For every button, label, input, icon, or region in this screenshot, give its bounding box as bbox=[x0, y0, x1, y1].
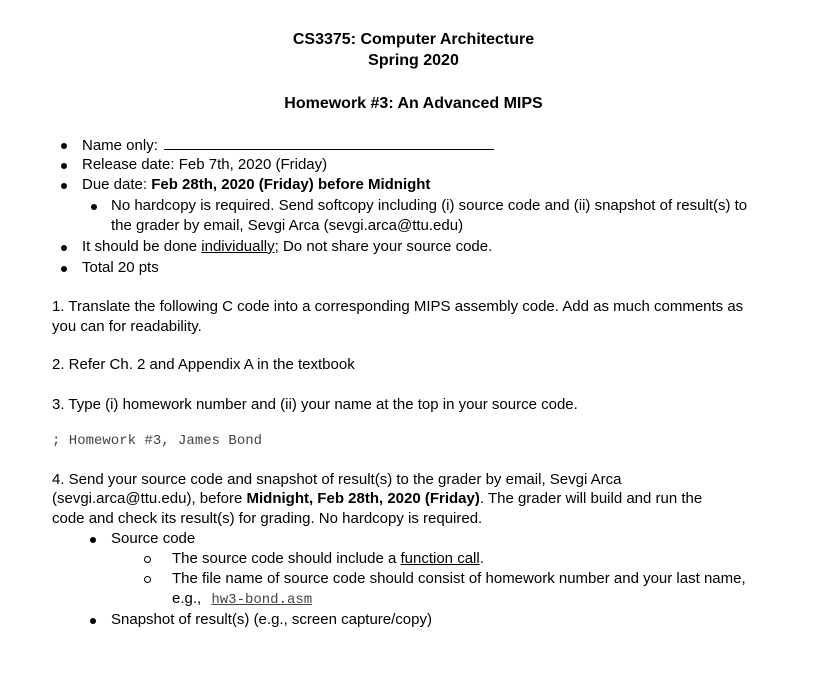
individual-note bbox=[82, 237, 492, 257]
snapshot-label: Snapshot of result(s) (e.g., screen capture/copy) bbox=[111, 611, 432, 628]
item-4-pre: (sevgi.arca@ttu.edu), before bbox=[52, 490, 247, 507]
due-label: Due date: bbox=[82, 176, 148, 193]
total-points: Total 20 pts bbox=[82, 259, 159, 276]
individual-post: ; Do not share your source code. bbox=[274, 238, 493, 255]
filename-eg: e.g., bbox=[172, 590, 202, 607]
item-2: 2. Refer Ch. 2 and Appendix A in the textbook bbox=[52, 356, 355, 373]
item-4-line3: code and check its result(s) for grading. No hardcopy is required. bbox=[52, 510, 483, 527]
bullet-icon bbox=[61, 245, 67, 251]
source-code-label: Source code bbox=[111, 530, 196, 547]
hardcopy-note-line1: No hardcopy is required. Send softcopy including (i) source code and (ii) snapshot of result(s) to bbox=[111, 197, 748, 214]
bullet-icon bbox=[61, 183, 67, 189]
code-example: ; Homework #3, James Bond bbox=[52, 433, 263, 449]
function-call-term: function call bbox=[400, 550, 480, 567]
release-date: Release date: Feb 7th, 2020 (Friday) bbox=[82, 156, 328, 173]
function-call-note bbox=[172, 549, 484, 569]
item-1-line1: 1. Translate the following C code into a corresponding MIPS assembly code. Add as much comments as bbox=[52, 298, 744, 315]
item-4-line2 bbox=[52, 489, 772, 509]
circle-bullet-icon bbox=[144, 576, 151, 583]
bullet-icon bbox=[90, 618, 96, 624]
name-field-line bbox=[82, 135, 494, 156]
bullet-icon bbox=[61, 163, 67, 169]
bullet-icon bbox=[91, 204, 97, 210]
bullet-icon bbox=[61, 143, 67, 149]
circle-bullet-icon bbox=[144, 556, 151, 563]
name-blank[interactable] bbox=[164, 135, 494, 150]
bullet-icon bbox=[61, 266, 67, 272]
individual-pre: It should be done bbox=[82, 238, 202, 255]
item-4-post: . The grader will build and run the bbox=[479, 490, 703, 507]
function-call-pre: The source code should include a bbox=[172, 550, 401, 567]
item-4-deadline: Midnight, Feb 28th, 2020 (Friday) bbox=[246, 490, 480, 507]
item-4-line1: 4. Send your source code and snapshot of result(s) to the grader by email, Sevgi Arca bbox=[52, 471, 622, 488]
function-call-post: . bbox=[479, 550, 484, 567]
hardcopy-note-line2: the grader by email, Sevgi Arca (sevgi.arca@ttu.edu) bbox=[111, 217, 464, 234]
due-date bbox=[82, 175, 430, 195]
course-title: CS3375: Computer Architecture bbox=[292, 31, 535, 48]
item-1-line2: you can for readability. bbox=[52, 318, 202, 335]
due-value: Feb 28th, 2020 (Friday) before Midnight bbox=[151, 176, 431, 193]
term-title: Spring 2020 bbox=[368, 52, 459, 69]
bullet-icon bbox=[90, 537, 96, 543]
filename-note-line2 bbox=[172, 589, 312, 610]
filename-note-line1: The file name of source code should consist of homework number and your last name, bbox=[172, 570, 746, 587]
filename-example: hw3-bond.asm bbox=[211, 592, 313, 608]
homework-title: Homework #3: An Advanced MIPS bbox=[284, 95, 543, 112]
name-label: Name only: bbox=[82, 137, 158, 154]
item-3: 3. Type (i) homework number and (ii) your name at the top in your source code. bbox=[52, 396, 578, 413]
individual-word: individually bbox=[201, 238, 275, 255]
